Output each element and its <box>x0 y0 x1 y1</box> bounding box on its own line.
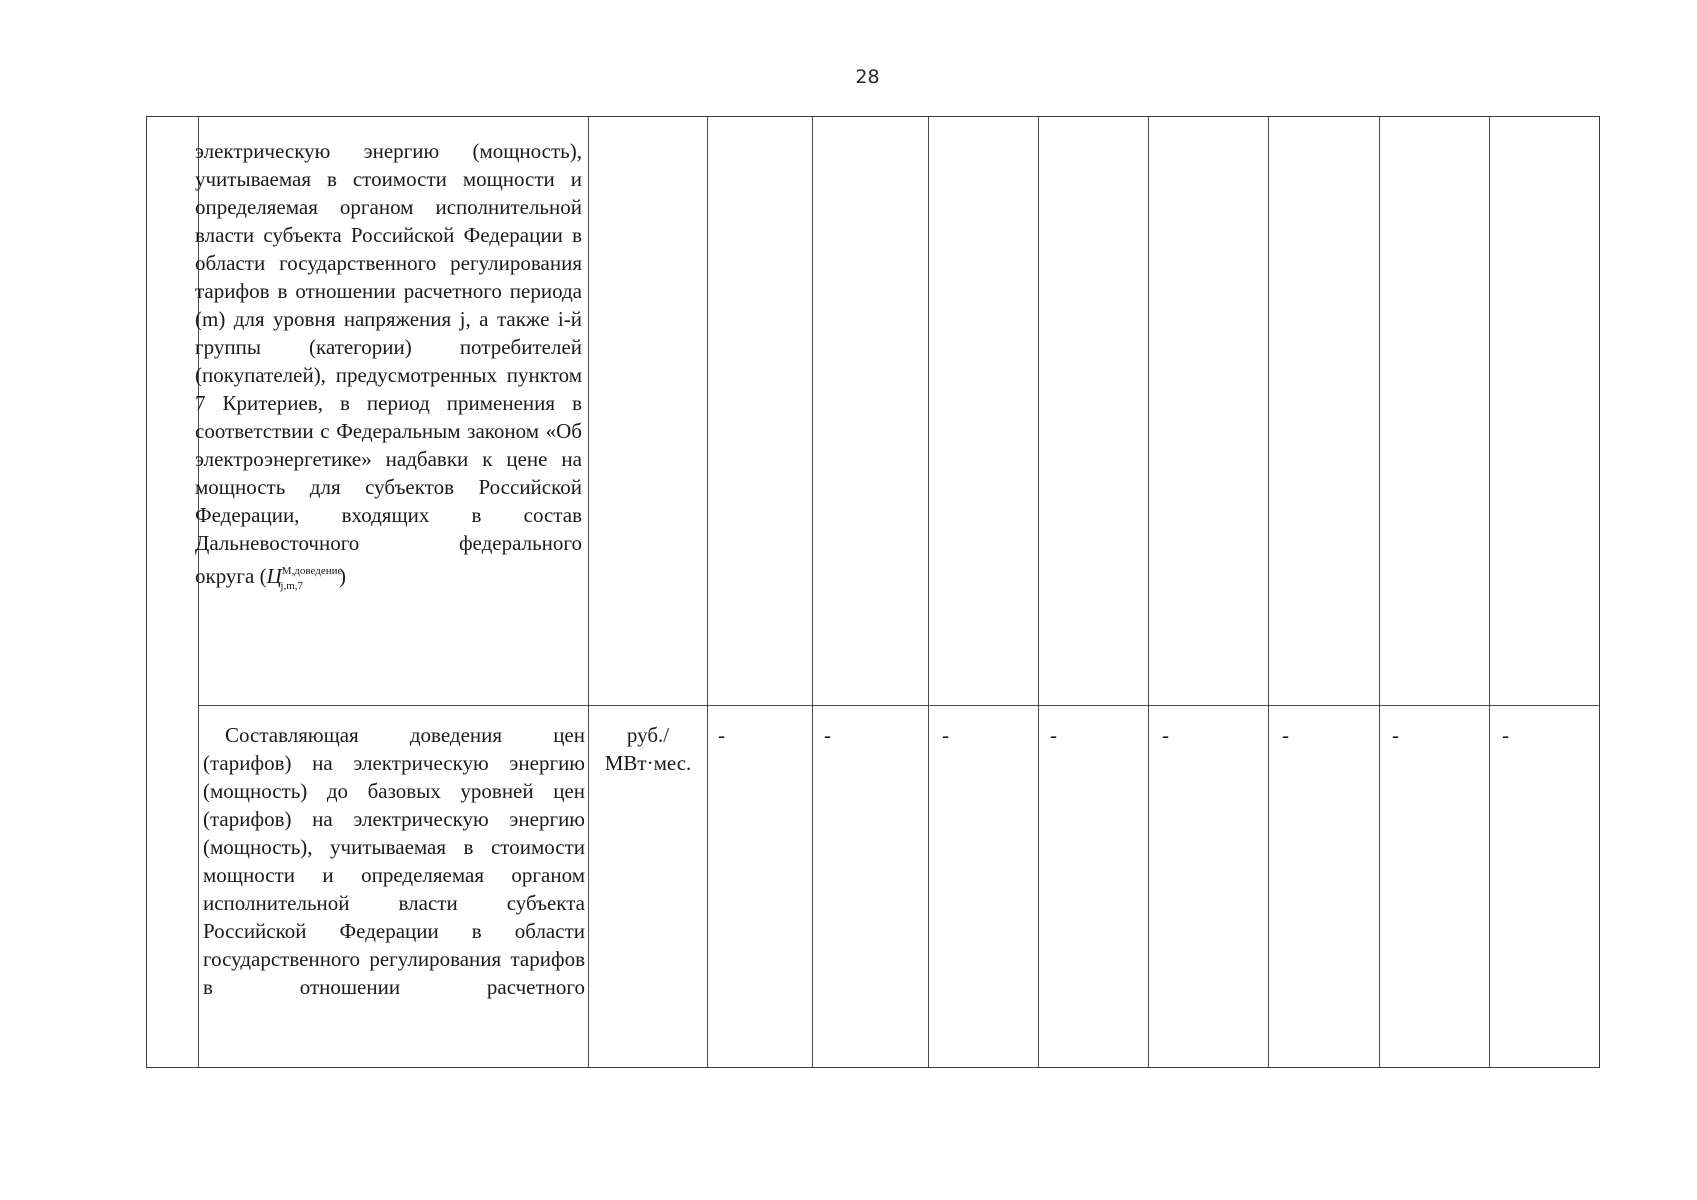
row2-value-cell: - <box>1282 723 1289 747</box>
unit-line-1: руб./ <box>626 723 670 747</box>
row1-description: электрическую энергию (мощность), учитываемая в стоимости мощности и определяемая органом исполнительной власти субъекта Российской Федерации в области государственного регулирования тарифов в отношении расчетного периода (m) для уровня напряжения j, а также i-й группы (категории) потребителей (покупателей), предусмотренных пунктом 7 Критериев, в период применения в соответствии с Федеральным законом «Об электроэнергетике» надбавки к цене на мощность для субъектов Российской Федерации, входящих в состав Дальневосточного федерального <box>195 139 582 555</box>
column-border <box>1148 117 1149 1067</box>
tariff-table <box>146 116 1600 1068</box>
column-border <box>928 117 929 1067</box>
row2-value-cell: - <box>824 723 831 747</box>
column-border <box>1268 117 1269 1067</box>
column-border <box>1379 117 1380 1067</box>
formula-close: ) <box>339 564 347 588</box>
column-border <box>812 117 813 1067</box>
column-border <box>707 117 708 1067</box>
column-border <box>1489 117 1490 1067</box>
row1-description-cell <box>195 137 582 600</box>
row2-value-cell: - <box>1392 723 1399 747</box>
row2-value-cell: - <box>718 723 725 747</box>
page-number: 28 <box>855 66 880 88</box>
row-border <box>198 705 1599 706</box>
formula-base: Ц <box>266 564 282 588</box>
row2-value-cell: - <box>1162 723 1169 747</box>
column-border <box>588 117 589 1067</box>
formula-superscript: М,доведение <box>281 565 343 577</box>
unit-line-2: МВт·мес. <box>604 751 692 775</box>
column-border <box>1038 117 1039 1067</box>
row2-unit-cell <box>591 721 705 777</box>
row2-value-cell: - <box>942 723 949 747</box>
formula-subscript: j,m,7 <box>280 580 304 592</box>
row1-last-line: округа ( <box>195 564 267 588</box>
row2-description-cell <box>203 721 585 1001</box>
row2-value-cell: - <box>1050 723 1057 747</box>
row2-description: Составляющая доведения цен (тарифов) на электрическую энергию (мощность) до базовых уровней цен (тарифов) на электрическую энергию (мощность), учитываемая в стоимости мощности и определяемая органом исполнительной власти субъекта Российской Федерации в области государственного регулирования тарифов в отношении расчетного <box>203 723 585 999</box>
row1-formula-line <box>195 557 582 600</box>
row2-value-cell: - <box>1502 723 1509 747</box>
